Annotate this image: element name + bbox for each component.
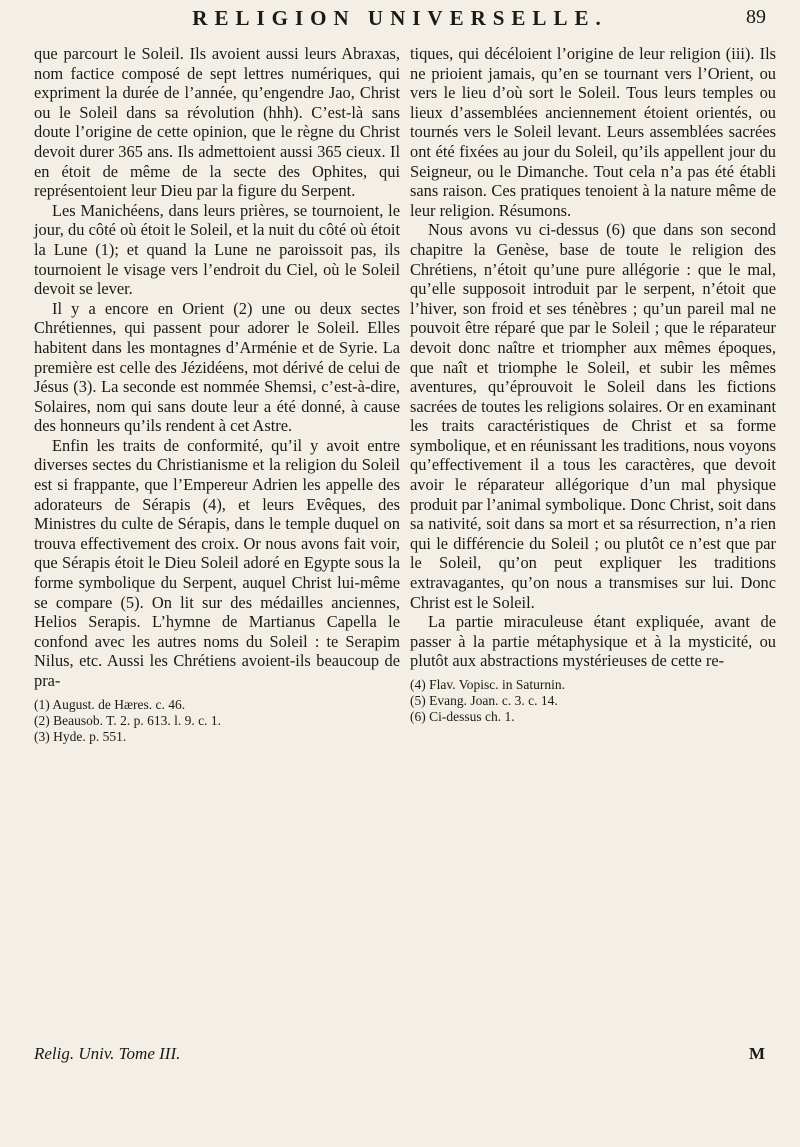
paragraph: Enfin les traits de conformité, qu’il y avoit entre diverses sectes du Christianisme et la religion du Soleil est si frappante, que l’Empereur Adrien les appelle des adorateurs de Sérapis (4), et leurs Evêques, des Ministres du culte de Sérapis, dans le temple duquel on trouva effectivement des croix. Or nous avons fait voir, que Sérapis étoit le Dieu Soleil adoré en Egypte sous la forme symbolique du Serpent, auquel Christ lui-même se compare (5). On lit sur des médailles anciennes, Helios Serapis. L’hymne de Martianus Capella le confond avec les autres noms du Soleil : te Serapim Nilus, etc. Aussi les Chrétiens avoient-ils beaucoup de pra-	[34, 435, 400, 690]
running-head: RELIGION UNIVERSELLE.	[192, 6, 608, 30]
footnotes	[410, 677, 776, 725]
printer-signature	[34, 1044, 764, 1064]
page-header	[0, 0, 800, 44]
footnote: (1) August. de Hæres. c. 46.	[34, 696, 186, 712]
footnote: (6) Ci-dessus ch. 1.	[410, 709, 515, 724]
paragraph: Les Manichéens, dans leurs prières, se tournoient, le jour, du côté où étoit le Soleil, et la nuit du côté où étoit la Lune (1); et quand la Lune ne paroissoit pas, ils tournoient le visage vers l’endroit du Ciel, où le Soleil devoit se lever.	[34, 200, 400, 299]
footnotes	[34, 697, 400, 745]
paragraph: que parcourt le Soleil. Ils avoient aussi leurs Abraxas, nom factice composé de sept lettres numériques, qui expriment la durée de l’année, qu’engendre Jao, Christ ou le Soleil dans sa révolution (hhh). C’est-là sans doute l’origine de cette opinion, que le règne du Christ devoit durer 365 ans. Ils admettoient aussi 365 cieux. Il en étoit de même de la secte des Ophites, qui représentoient leur Dieu par la figure du Serpent.	[34, 44, 400, 201]
signature-title: Relig. Univ. Tome III.	[34, 1044, 181, 1063]
page-number: 89	[746, 6, 766, 28]
paragraph: tiques, qui décéloient l’origine de leur religion (iii). Ils ne prioient jamais, qu’en se tournant vers l’Orient, ou vers le lieu d’où sort le Soleil. Tous leurs temples ou lieux d’assemblées anciennement étoient orientés, ou tournés vers le Soleil levant. Leurs assemblées sacrées ont été fixées au jour du Soleil, qu’ils appellent jour du Seigneur, ou le Dimanche. Tout cela n’a pas été établi sans raison. Ces pratiques tenoient à la nature même de leur religion. Résumons.	[410, 44, 776, 220]
paragraph: Nous avons vu ci-dessus (6) que dans son second chapitre la Genèse, base de toute le religion des Chrétiens, n’étoit qu’une pure allégorie : que le mal, qu’elle supposoit introduit par le serpent, n’étoit que l’hiver, son froid et ses ténèbres ; qu’un pareil mal ne pouvoit être réparé que par le Soleil ; que le réparateur devoit donc naître et triompher aux mêmes époques, que naît et triomphe le Soleil, et subir les mêmes aventures, qu’éprouvoit le Soleil dans les fictions sacrées de toutes les religions solaires. Or en examinant les traits caractéristiques de Christ et sa forme symbolique, et en réunissant les traditions, nous voyons qu’effectivement il a tous les caractères, que devoit avoir le réparateur allégorique d’un mal physique produit par l’animal symbolique. Donc Christ, soit dans sa nativité, soit dans sa mort et sa résurrection, n’a rien qui le différencie du Soleil ; ou plutôt ce n’est que par le Soleil, qu’on peut expliquer les traditions extravagantes, qu’on nous a transmises sur lui. Donc Christ est le Soleil.	[410, 220, 776, 612]
right-column	[410, 44, 776, 725]
footnote: (5) Evang. Joan. c. 3. c. 14.	[410, 693, 558, 708]
footnote: (2) Beausob. T. 2. p. 613. l. 9. c. 1.	[34, 712, 221, 728]
paragraph: Il y a encore en Orient (2) une ou deux sectes Chrétiennes, qui passent pour adorer le Soleil. Elles habitent dans les montagnes d’Arménie et de Syrie. La première est celle des Jézidéens, mot dérivé de celui de Jésus (3). La seconde est nommée Shemsi, c’est-à-dire, Solaires, nom qui sans doute leur a été donné, à cause des honneurs qu’ils rendent à cet Astre.	[34, 298, 400, 436]
footnote: (3) Hyde. p. 551.	[34, 728, 127, 744]
left-column	[34, 44, 400, 745]
footnote: (4) Flav. Vopisc. in Saturnin.	[410, 677, 565, 692]
signature-mark: M	[749, 1044, 766, 1063]
paragraph: La partie miraculeuse étant expliquée, avant de passer à la partie métaphysique et à la mysticité, ou plutôt aux abstractions mystérieuses de cette re-	[410, 612, 776, 671]
